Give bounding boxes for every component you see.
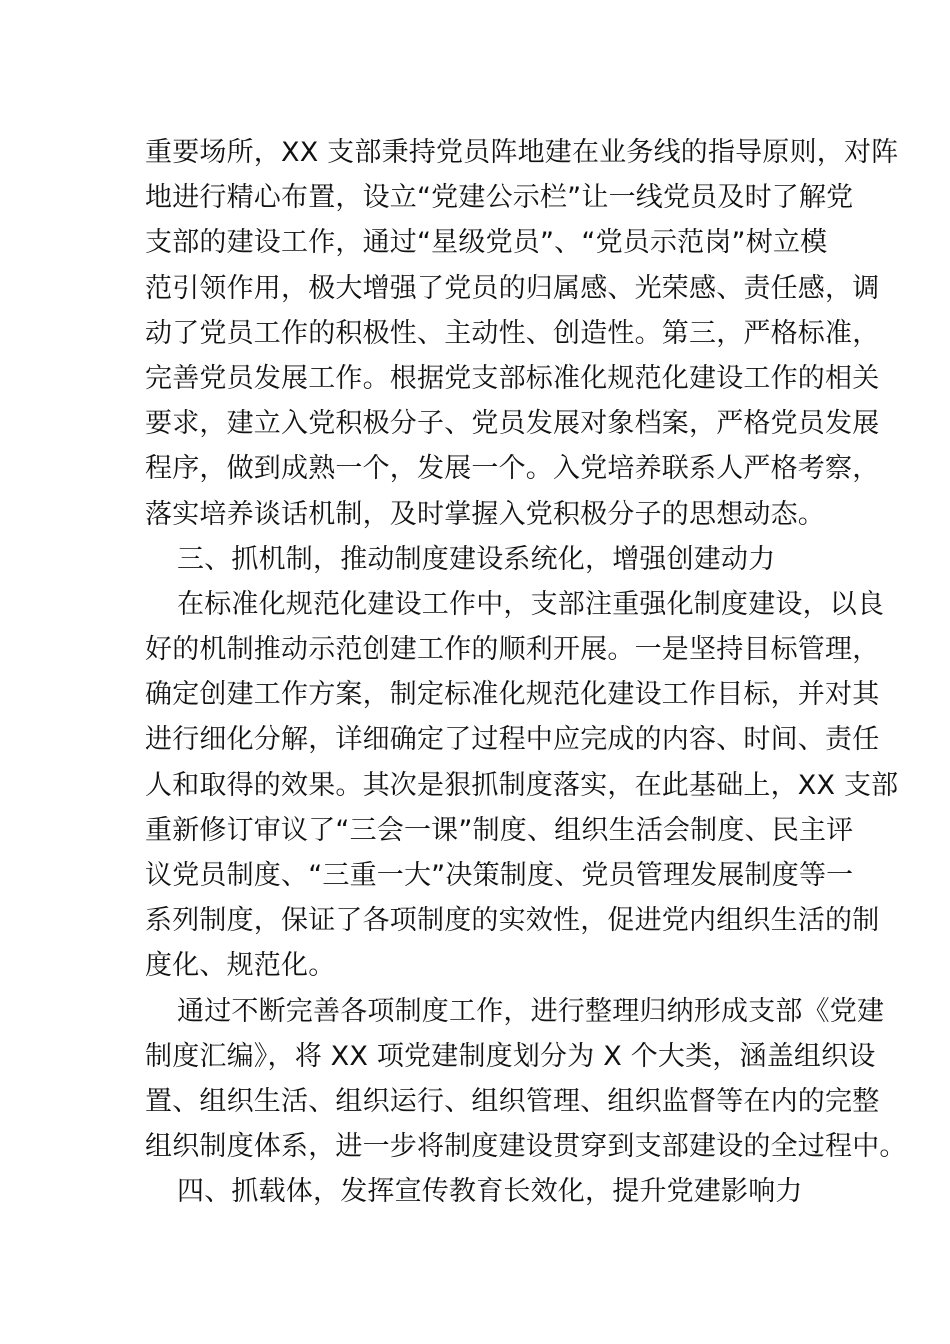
paragraph-line: 进行细化分解，详细确定了过程中应完成的内容、时间、责任 [145, 724, 880, 756]
section-heading: 四、抓载体，发挥宣传教育长效化，提升党建影响力 [177, 1176, 803, 1208]
paragraph-line: 人和取得的效果。其次是狠抓制度落实，在此基础上，XX 支部 [145, 769, 899, 801]
paragraph-line: 组织制度体系，进一步将制度建设贯穿到支部建设的全过程中。 [145, 1131, 907, 1163]
paragraph-line: 重新修订审议了“三会一课”制度、组织生活会制度、民主评 [145, 814, 854, 846]
paragraph-line: 度化、规范化。 [145, 950, 336, 982]
paragraph-line: 程序，做到成熟一个，发展一个。入党培养联系人严格考察， [145, 453, 880, 485]
paragraph-line: 重要场所，XX 支部秉持党员阵地建在业务线的指导原则，对阵 [145, 137, 899, 168]
paragraph-line: 通过不断完善各项制度工作，进行整理归纳形成支部《党建 [177, 995, 885, 1027]
paragraph-line: 置、组织生活、组织运行、组织管理、组织监督等在内的完整 [145, 1085, 880, 1117]
paragraph-line: 系列制度，保证了各项制度的实效性，促进党内组织生活的制 [145, 905, 880, 937]
paragraph-line: 在标准化规范化建设工作中，支部注重强化制度建设，以良 [177, 588, 885, 620]
paragraph-line: 落实培养谈话机制，及时掌握入党积极分子的思想动态。 [145, 498, 825, 530]
section-heading: 三、抓机制，推动制度建设系统化，增强创建动力 [177, 543, 776, 575]
document-body [145, 130, 907, 1215]
paragraph-line: 完善党员发展工作。根据党支部标准化规范化建设工作的相关 [145, 362, 880, 394]
paragraph-line: 动了党员工作的积极性、主动性、创造性。第三，严格标准， [145, 317, 880, 349]
paragraph-line: 支部的建设工作，通过“星级党员”、“党员示范岗”树立模 [145, 227, 828, 259]
paragraph-line: 地进行精心布置，设立“党建公示栏”让一线党员及时了解党 [145, 182, 854, 214]
paragraph-line: 议党员制度、“三重一大”决策制度、党员管理发展制度等一 [145, 860, 854, 891]
paragraph-line: 确定创建工作方案，制定标准化规范化建设工作目标，并对其 [145, 679, 880, 711]
paragraph-line: 好的机制推动示范创建工作的顺利开展。一是坚持目标管理， [145, 634, 880, 666]
paragraph-line: 范引领作用，极大增强了党员的归属感、光荣感、责任感，调 [145, 272, 880, 304]
paragraph-line: 制度汇编》，将 XX 项党建制度划分为 X 个大类，涵盖组织设 [145, 1040, 876, 1072]
paragraph-line: 要求，建立入党积极分子、党员发展对象档案，严格党员发展 [145, 408, 880, 440]
